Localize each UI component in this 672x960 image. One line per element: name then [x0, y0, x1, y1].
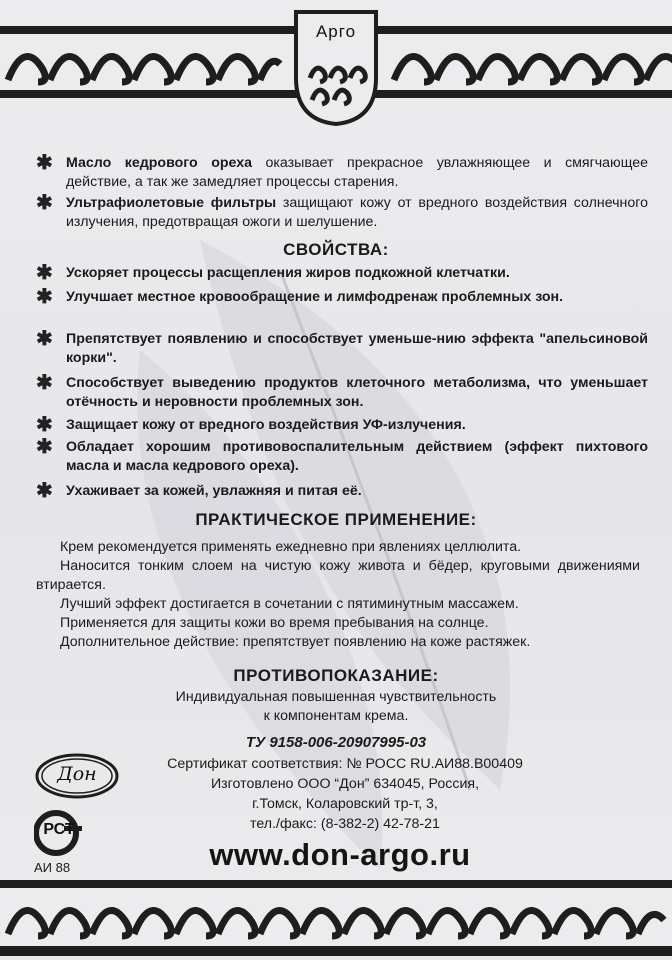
intro-bullet-title: Масло кедрового ореха: [66, 155, 253, 171]
usage-paragraph: Дополнительное действие: препятствует появлению на коже растяжек.: [60, 634, 531, 650]
asterisk-icon: ✱: [36, 286, 53, 308]
asterisk-icon: ✱: [36, 480, 53, 502]
asterisk-icon: ✱: [36, 328, 53, 350]
property-item-text: Способствует выведению продуктов клеточного метаболизма, что уменьшает отёчность и неровности проблемных зон.: [66, 375, 648, 410]
usage-heading: ПРАКТИЧЕСКОЕ ПРИМЕНЕНИЕ:: [195, 510, 477, 529]
asterisk-icon: ✱: [36, 414, 53, 436]
property-item: [36, 438, 648, 476]
property-item: [36, 288, 648, 307]
rst-mark-word: РСТ: [43, 821, 75, 838]
property-item: [36, 264, 648, 283]
contra-line: Индивидуальная повышенная чувствительность: [175, 689, 497, 705]
property-item-text: Обладает хорошим противовоспалительным действием (эффект пихтового масла и масла кедрового ореха).: [66, 439, 648, 474]
don-logo: [34, 752, 120, 800]
asterisk-icon: ✱: [36, 152, 53, 174]
don-logo-word: Дон: [57, 763, 97, 785]
property-item: [36, 330, 648, 368]
asterisk-icon: ✱: [36, 262, 53, 284]
property-item: [36, 482, 648, 501]
property-item: [36, 416, 648, 435]
asterisk-icon: ✱: [36, 372, 53, 394]
usage-paragraph: Применяется для защиты кожи во время пребывания на солнце.: [60, 615, 489, 631]
property-item-text: Улучшает местное кровообращение и лимфодренаж проблемных зон.: [66, 289, 564, 305]
usage-paragraph: Наносится тонким слоем на чистую кожу живота и бёдер, круговыми движениями втирается.: [36, 558, 640, 593]
asterisk-icon: ✱: [36, 436, 53, 458]
phone-line: тел./факс: (8-382-2) 42-78-21: [250, 816, 440, 832]
properties-heading: СВОЙСТВА:: [283, 240, 389, 259]
property-item-text: Препятствует появлению и способствует уменьше-нию эффекта "апельсиновой корки".: [66, 331, 648, 366]
rst-code: АИ 88: [34, 860, 71, 875]
certificate-line: Сертификат соответствия: № РОСС RU.АИ88.В00409: [167, 756, 523, 772]
contra-heading: ПРОТИВОПОКАЗАНИЕ:: [233, 666, 439, 685]
intro-bullet-uv-filters: [36, 194, 648, 232]
intro-bullet-text: оказывает прекрасное увлажняющее и смягчающее действие, а так же замедляет процессы старения.: [66, 155, 648, 190]
argo-logo: [290, 8, 382, 126]
address-line: г.Томск, Коларовский тр-т, 3,: [252, 796, 438, 812]
property-item-text: Ухаживает за кожей, увлажняя и питая её.: [66, 483, 362, 499]
usage-paragraph: Лучший эффект достигается в сочетании с пятиминутным массажем.: [60, 596, 519, 612]
property-item-text: Защищает кожу от вредного воздействия УФ-излучения.: [66, 417, 466, 433]
tu-number: ТУ 9158-006-20907995-03: [245, 734, 427, 751]
argo-logo-word: Арго: [315, 22, 357, 41]
bottom-ornament-band: [0, 876, 672, 960]
rst-certification-mark: [34, 808, 84, 858]
intro-bullet-cedar-oil: [36, 154, 648, 192]
intro-bullet-title: Ультрафиолетовые фильтры: [66, 195, 277, 211]
property-item: [36, 374, 648, 412]
intro-bullet-text: защищают кожу от вредного воздействия солнечного излучения, предотвращая ожоги и шелушение.: [66, 195, 648, 230]
manufacturer-line: Изготовлено ООО “Дон” 634045, Россия,: [210, 776, 480, 792]
website-link[interactable]: www.don-argo.ru: [209, 837, 471, 872]
property-item-text: Ускоряет процессы расщепления жиров подкожной клетчатки.: [66, 265, 510, 281]
asterisk-icon: ✱: [36, 192, 53, 214]
usage-paragraph: Крем рекомендуется применять ежедневно при явлениях целлюлита.: [60, 539, 522, 555]
contra-line: к компонентам крема.: [263, 708, 409, 724]
wave-ornament-bottom: [0, 876, 672, 960]
